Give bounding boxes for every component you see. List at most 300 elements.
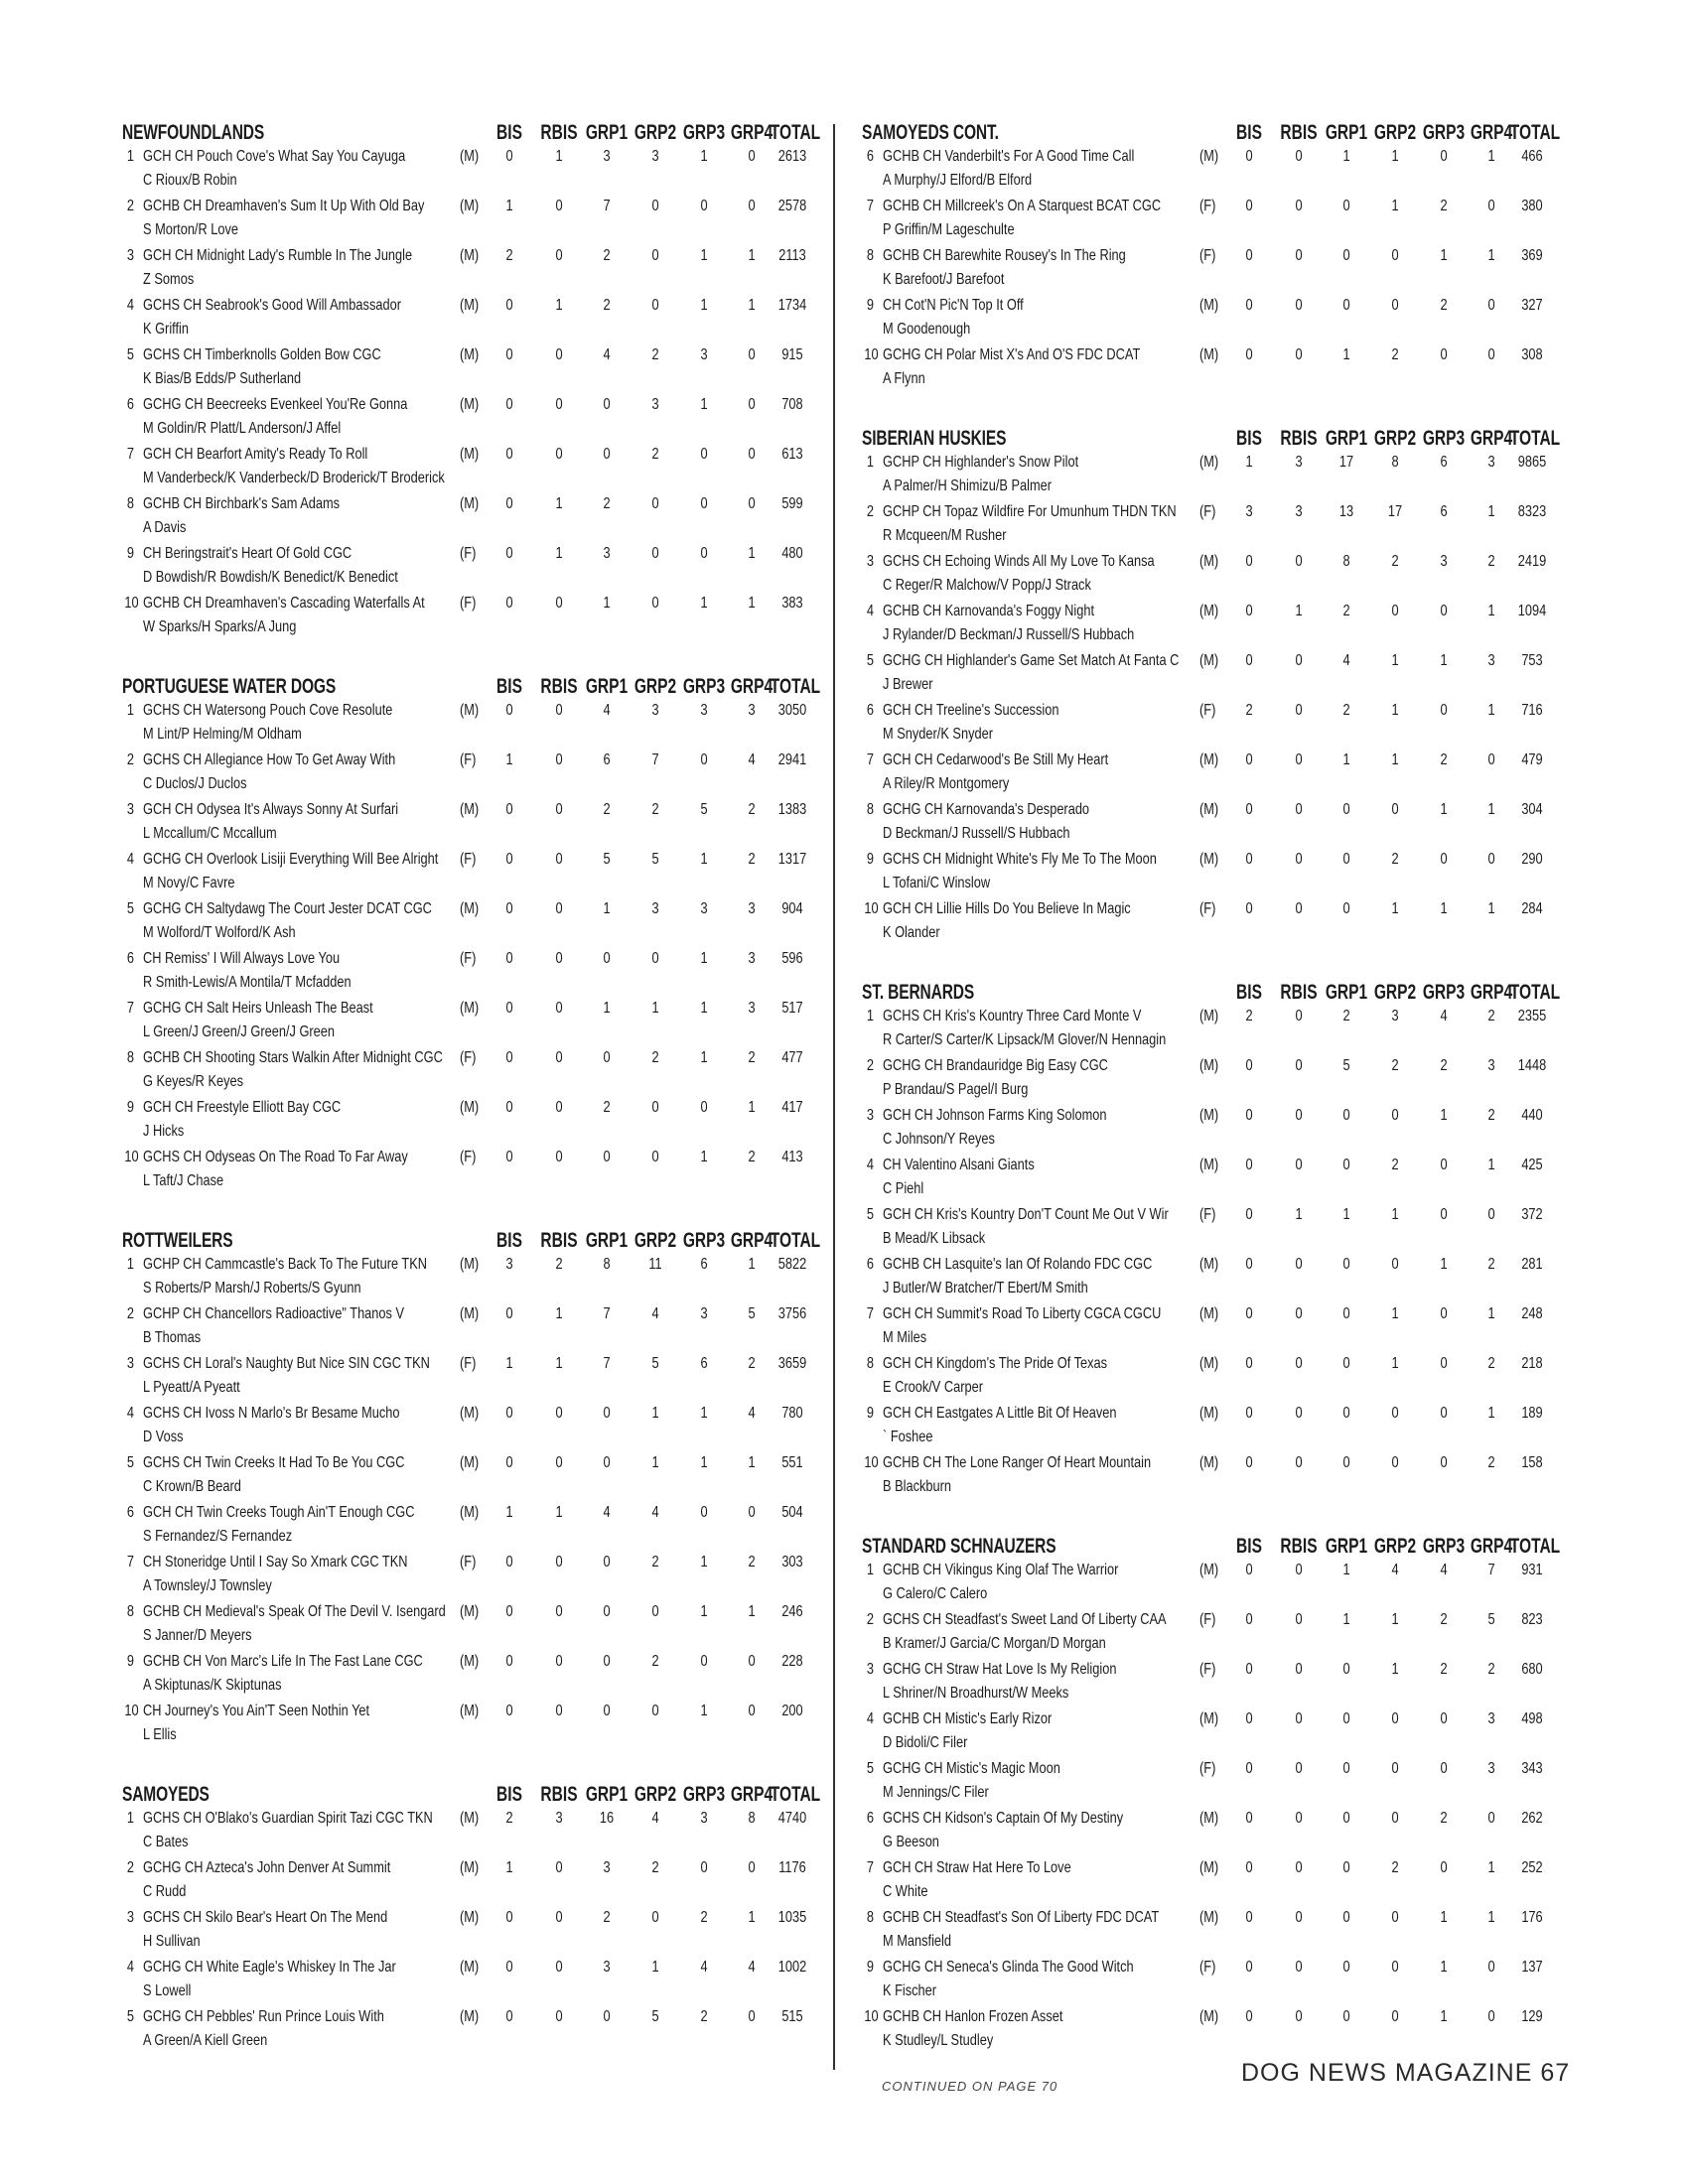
stat-grp3: 0 [1440, 603, 1448, 619]
stat-bis: 0 [505, 595, 513, 612]
owner-names: M Lint/P Helming/M Oldham [143, 726, 302, 743]
stat-grp2: 2 [651, 1653, 659, 1670]
stat-bis: 0 [1245, 801, 1253, 818]
stat-bis: 0 [505, 446, 513, 463]
dog-name: GCHG CH Salt Heirs Unleash The Beast [143, 1000, 373, 1017]
dog-name: GCHG CH Azteca's John Denver At Summit [143, 1859, 391, 1876]
column-header-grp1: GRP1 [1325, 981, 1368, 1004]
stat-grp3: 2 [1440, 1611, 1448, 1628]
stat-grp1: 0 [1342, 1909, 1350, 1926]
section-header [122, 1783, 821, 1809]
dog-sex: (M) [1199, 1810, 1219, 1827]
column-header-grp3: GRP3 [1422, 981, 1466, 1004]
dog-sex: (M) [460, 1653, 480, 1670]
stat-total: 248 [1521, 1305, 1543, 1322]
dog-name: GCHB CH Birchbark's Sam Adams [143, 495, 341, 512]
stat-grp4: 0 [748, 2008, 756, 2025]
stat-grp3: 1 [700, 595, 708, 612]
stat-grp3: 0 [1440, 1405, 1448, 1422]
dog-name: GCHG CH Brandauridge Big Easy CGC [883, 1057, 1108, 1074]
rank-number: 4 [126, 1959, 134, 1976]
stat-grp3: 0 [700, 446, 708, 463]
rank-number: 1 [126, 1256, 134, 1273]
column-header-rbis: RBIS [540, 121, 578, 144]
breed-section [862, 981, 1561, 1503]
ranking-entry [122, 1809, 817, 1858]
stat-grp3: 0 [1440, 702, 1448, 719]
ranking-entry [122, 1602, 817, 1652]
stat-grp4: 1 [1487, 503, 1495, 520]
ranking-entry [122, 1098, 817, 1148]
column-header-grp2: GRP2 [1373, 427, 1417, 450]
stat-grp4: 2 [1487, 1661, 1495, 1678]
stat-total: 2578 [777, 198, 807, 214]
stat-grp2: 1 [651, 1959, 659, 1976]
stat-grp4: 4 [748, 751, 756, 768]
dog-sex: (M) [460, 1305, 480, 1322]
stat-grp3: 1 [700, 851, 708, 868]
ranking-entry [862, 502, 1557, 552]
stat-rbis: 0 [555, 1049, 563, 1066]
dog-sex: (M) [1199, 603, 1219, 619]
stat-grp2: 2 [1391, 346, 1399, 363]
rank-number: 8 [126, 495, 134, 512]
owner-names: C Duclos/J Duclos [143, 775, 247, 792]
dog-name: GCHB CH Medieval's Speak Of The Devil V. Isengard [143, 1603, 446, 1620]
dog-name: GCH CH Eastgates A Little Bit Of Heaven [883, 1405, 1117, 1422]
stat-rbis: 0 [1295, 247, 1303, 264]
stat-grp4: 3 [748, 702, 756, 719]
dog-sex: (M) [1199, 1057, 1219, 1074]
stat-total: 477 [781, 1049, 803, 1066]
stat-grp4: 2 [1487, 1355, 1495, 1372]
ranking-entry [862, 800, 1557, 850]
stat-grp1: 0 [603, 1049, 611, 1066]
stat-rbis: 0 [1295, 148, 1303, 165]
ranking-entry [122, 1702, 817, 1751]
stat-rbis: 0 [1295, 900, 1303, 917]
stat-grp3: 0 [700, 495, 708, 512]
dog-name: GCHB CH Barewhite Rousey's In The Ring [883, 247, 1126, 264]
stat-grp2: 4 [651, 1810, 659, 1827]
ranking-entry [122, 1908, 817, 1958]
stat-bis: 1 [1245, 454, 1253, 471]
stat-rbis: 1 [555, 1504, 563, 1521]
stat-grp1: 3 [603, 1959, 611, 1976]
stat-grp1: 0 [603, 1653, 611, 1670]
ranking-entry [122, 1958, 817, 2007]
stat-grp2: 0 [651, 595, 659, 612]
owner-names: B Blackburn [883, 1478, 952, 1495]
stat-total: 823 [1521, 1611, 1543, 1628]
dog-name: GCHP CH Chancellors Radioactive" Thanos V [143, 1305, 405, 1322]
stat-grp1: 1 [603, 900, 611, 917]
stat-bis: 2 [1245, 1008, 1253, 1024]
stat-grp1: 4 [603, 346, 611, 363]
rank-number: 7 [126, 1554, 134, 1570]
owner-names: A Skiptunas/K Skiptunas [143, 1677, 282, 1694]
stat-grp3: 0 [1440, 346, 1448, 363]
dog-name: GCH CH Johnson Farms King Solomon [883, 1107, 1107, 1124]
owner-names: J Butler/W Bratcher/T Ebert/M Smith [883, 1280, 1088, 1297]
stat-bis: 1 [505, 1504, 513, 1521]
stat-bis: 0 [505, 1405, 513, 1422]
stat-bis: 0 [505, 1049, 513, 1066]
dog-sex: (F) [460, 1554, 477, 1570]
stat-total: 1035 [777, 1909, 807, 1926]
rank-number: 3 [126, 1909, 134, 1926]
column-header-total: TOTAL [1509, 981, 1561, 1004]
rank-number: 8 [866, 1909, 874, 1926]
stat-bis: 0 [1245, 198, 1253, 214]
stat-grp4: 2 [748, 1355, 756, 1372]
stat-rbis: 0 [1295, 553, 1303, 570]
stat-bis: 0 [505, 495, 513, 512]
rank-number: 10 [864, 346, 879, 363]
stat-grp3: 0 [700, 1099, 708, 1116]
stat-total: 2355 [1517, 1008, 1547, 1024]
stat-grp2: 2 [651, 801, 659, 818]
stat-bis: 0 [1245, 553, 1253, 570]
owner-names: A Riley/R Montgomery [883, 775, 1010, 792]
ranking-entry [122, 701, 817, 751]
owner-names: B Kramer/J Garcia/C Morgan/D Morgan [883, 1635, 1106, 1652]
stat-grp3: 0 [700, 545, 708, 562]
stat-bis: 0 [1245, 1107, 1253, 1124]
dog-sex: (F) [1199, 702, 1216, 719]
rank-number: 10 [864, 1454, 879, 1471]
owner-names: D Bowdish/R Bowdish/K Benedict/K Benedict [143, 569, 398, 586]
stat-grp1: 5 [603, 851, 611, 868]
dog-sex: (M) [460, 2008, 480, 2025]
rank-number: 10 [864, 2008, 879, 2025]
stat-grp3: 3 [700, 900, 708, 917]
stat-grp3: 3 [1440, 553, 1448, 570]
dog-name: GCH CH Kingdom's The Pride Of Texas [883, 1355, 1108, 1372]
stat-grp4: 3 [1487, 652, 1495, 669]
rank-number: 10 [864, 900, 879, 917]
stat-rbis: 1 [555, 1355, 563, 1372]
stat-bis: 0 [1245, 1810, 1253, 1827]
owner-names: C Reger/R Malchow/V Popp/J Strack [883, 577, 1091, 594]
ranking-entry [122, 594, 817, 643]
owner-names: D Beckman/J Russell/S Hubbach [883, 825, 1070, 842]
stat-grp4: 0 [1487, 851, 1495, 868]
ranking-entry [862, 1453, 1557, 1503]
stat-grp4: 1 [1487, 1909, 1495, 1926]
stat-rbis: 0 [1295, 1157, 1303, 1173]
dog-name: GCHP CH Topaz Wildfire For Umunhum THDN TKN [883, 503, 1177, 520]
stat-grp2: 0 [651, 545, 659, 562]
column-header-grp2: GRP2 [633, 675, 677, 698]
ranking-entry [122, 445, 817, 494]
rank-number: 7 [866, 751, 874, 768]
rank-number: 1 [866, 1008, 874, 1024]
stat-total: 708 [781, 396, 803, 413]
column-header-grp1: GRP1 [1325, 121, 1368, 144]
dog-sex: (F) [1199, 1206, 1216, 1223]
stat-grp1: 0 [1342, 1454, 1350, 1471]
stat-total: 1734 [777, 297, 807, 314]
stat-grp3: 2 [1440, 198, 1448, 214]
left-column [122, 121, 821, 2089]
dog-sex: (M) [460, 702, 480, 719]
owner-names: L Tofani/C Winslow [883, 875, 991, 891]
stat-total: 8323 [1517, 503, 1547, 520]
dog-sex: (M) [1199, 751, 1219, 768]
stat-rbis: 0 [1295, 1562, 1303, 1578]
stat-bis: 0 [1245, 1405, 1253, 1422]
dog-sex: (F) [1199, 503, 1216, 520]
stat-grp2: 0 [651, 1099, 659, 1116]
right-column [862, 121, 1561, 2094]
stat-grp4: 1 [1487, 1305, 1495, 1322]
stat-rbis: 1 [555, 297, 563, 314]
column-header-bis: BIS [496, 1229, 522, 1252]
rank-number: 4 [866, 1157, 874, 1173]
ranking-entry [862, 701, 1557, 751]
stat-total: 158 [1521, 1454, 1543, 1471]
stat-total: 904 [781, 900, 803, 917]
stat-grp2: 5 [651, 2008, 659, 2025]
stat-grp2: 1 [1391, 1305, 1399, 1322]
ranking-entry [122, 1652, 817, 1702]
dog-sex: (M) [1199, 1107, 1219, 1124]
dog-sex: (M) [460, 801, 480, 818]
stat-rbis: 3 [1295, 503, 1303, 520]
stat-grp1: 1 [1342, 148, 1350, 165]
stat-grp3: 0 [1440, 1454, 1448, 1471]
stat-bis: 0 [505, 702, 513, 719]
column-header-grp4: GRP4 [1470, 121, 1513, 144]
dog-sex: (M) [1199, 1859, 1219, 1876]
stat-bis: 0 [1245, 652, 1253, 669]
stat-grp3: 2 [1440, 1661, 1448, 1678]
stat-grp2: 2 [1391, 553, 1399, 570]
ranking-entry [862, 1255, 1557, 1304]
column-header-bis: BIS [496, 1783, 522, 1806]
stat-grp4: 2 [1487, 1256, 1495, 1273]
stat-grp1: 2 [603, 297, 611, 314]
ranking-entry [122, 2007, 817, 2057]
dog-sex: (F) [1199, 1661, 1216, 1678]
ranking-entry [862, 1908, 1557, 1958]
dog-name: GCHP CH Cammcastle's Back To The Future TKN [143, 1256, 428, 1273]
stat-grp1: 2 [603, 1099, 611, 1116]
ranking-entry [122, 147, 817, 197]
owner-names: A Murphy/J Elford/B Elford [883, 172, 1033, 189]
dog-name: GCH CH Lillie Hills Do You Believe In Magic [883, 900, 1131, 917]
stat-grp2: 3 [651, 396, 659, 413]
owner-names: H Sullivan [143, 1933, 201, 1950]
stat-total: 1176 [778, 1859, 806, 1876]
stat-grp4: 1 [748, 1454, 756, 1471]
owner-names: B Mead/K Libsack [883, 1230, 986, 1247]
stat-grp1: 1 [1342, 1562, 1350, 1578]
breed-title: ST. BERNARDS [862, 981, 975, 1004]
stat-grp2: 2 [651, 346, 659, 363]
breed-section [122, 1783, 821, 2057]
ranking-entry [862, 296, 1557, 345]
stat-bis: 0 [1245, 148, 1253, 165]
stat-grp3: 5 [700, 801, 708, 818]
dog-name: GCHB CH Mistic's Early Rizor [883, 1710, 1053, 1727]
owner-names: D Bidoli/C Filer [883, 1734, 968, 1751]
column-header-grp1: GRP1 [1325, 1535, 1368, 1558]
stat-grp4: 7 [1487, 1562, 1495, 1578]
stat-bis: 3 [1245, 503, 1253, 520]
rank-number: 6 [866, 148, 874, 165]
stat-grp2: 1 [1391, 1611, 1399, 1628]
stat-grp1: 1 [1342, 1206, 1350, 1223]
owner-names: S Morton/R Love [143, 221, 239, 238]
column-header-grp2: GRP2 [633, 1229, 677, 1252]
stat-grp3: 4 [1440, 1008, 1448, 1024]
rank-number: 6 [866, 1256, 874, 1273]
dog-sex: (F) [1199, 1959, 1216, 1976]
stat-total: 3659 [777, 1355, 807, 1372]
dog-name: GCHS CH Allegiance How To Get Away With [143, 751, 396, 768]
stat-rbis: 1 [555, 545, 563, 562]
stat-total: 9865 [1517, 454, 1547, 471]
rank-number: 4 [126, 297, 134, 314]
ranking-entry [862, 602, 1557, 651]
stat-grp3: 1 [1440, 1909, 1448, 1926]
stat-rbis: 0 [555, 1703, 563, 1719]
ranking-entry [862, 1205, 1557, 1255]
stat-total: 343 [1521, 1760, 1543, 1777]
stat-bis: 0 [505, 950, 513, 967]
dog-name: GCH CH Odysea It's Always Sonny At Surfari [143, 801, 399, 818]
stat-grp4: 1 [748, 1256, 756, 1273]
ranking-entry [862, 1709, 1557, 1759]
section-header [122, 121, 821, 147]
dog-name: GCHB CH Von Marc's Life In The Fast Lane CGC [143, 1653, 423, 1670]
stat-grp2: 3 [651, 148, 659, 165]
column-header-grp2: GRP2 [633, 121, 677, 144]
dog-sex: (M) [1199, 1305, 1219, 1322]
stat-grp4: 0 [1487, 1959, 1495, 1976]
stat-grp3: 4 [1440, 1562, 1448, 1578]
stat-rbis: 0 [1295, 1057, 1303, 1074]
stat-grp3: 0 [1440, 148, 1448, 165]
stat-grp1: 0 [1342, 198, 1350, 214]
rank-number: 2 [126, 751, 134, 768]
stat-grp1: 8 [603, 1256, 611, 1273]
dog-name: GCHG CH Beecreeks Evenkeel You'Re Gonna [143, 396, 408, 413]
ranking-entry [122, 1255, 817, 1304]
rank-number: 9 [126, 545, 134, 562]
stat-total: 246 [781, 1603, 803, 1620]
ranking-entry [122, 246, 817, 296]
dog-name: GCHB CH Steadfast's Son Of Liberty FDC DCAT [883, 1909, 1160, 1926]
dog-name: GCHS CH Steadfast's Sweet Land Of Liberty CAA [883, 1611, 1167, 1628]
stat-grp2: 11 [648, 1256, 662, 1273]
stat-rbis: 0 [555, 446, 563, 463]
dog-sex: (M) [460, 1504, 480, 1521]
stat-grp2: 5 [651, 851, 659, 868]
dog-name: GCHS CH Twin Creeks It Had To Be You CGC [143, 1454, 405, 1471]
stat-grp3: 1 [700, 148, 708, 165]
breed-title: ROTTWEILERS [122, 1229, 233, 1252]
stat-bis: 0 [505, 1554, 513, 1570]
section-header [862, 121, 1561, 147]
stat-bis: 0 [1245, 1355, 1253, 1372]
breed-section [122, 675, 821, 1197]
rank-number: 7 [866, 1859, 874, 1876]
stat-total: 189 [1521, 1405, 1543, 1422]
rank-number: 7 [866, 198, 874, 214]
column-header-grp3: GRP3 [1422, 121, 1466, 144]
stat-grp3: 1 [1440, 247, 1448, 264]
dog-name: CH Remiss' I Will Always Love You [143, 950, 341, 967]
column-header-grp2: GRP2 [1373, 121, 1417, 144]
stat-grp2: 0 [651, 247, 659, 264]
stat-grp2: 2 [1391, 1859, 1399, 1876]
stat-grp4: 1 [748, 247, 756, 264]
stat-total: 200 [781, 1703, 803, 1719]
stat-grp2: 1 [1391, 1661, 1399, 1678]
stat-total: 3756 [777, 1305, 807, 1322]
column-header-grp2: GRP2 [633, 1783, 677, 1806]
stat-grp4: 1 [1487, 148, 1495, 165]
stat-grp3: 1 [700, 1405, 708, 1422]
rank-number: 2 [866, 503, 874, 520]
stat-grp1: 0 [603, 1703, 611, 1719]
stat-total: 479 [1521, 751, 1543, 768]
owner-names: C Piehl [883, 1180, 924, 1197]
ranking-entry [862, 1156, 1557, 1205]
dog-name: GCHS CH Midnight White's Fly Me To The Moon [883, 851, 1157, 868]
stat-bis: 0 [505, 1099, 513, 1116]
stat-grp2: 0 [651, 1149, 659, 1165]
stat-rbis: 0 [1295, 1611, 1303, 1628]
owner-names: M Wolford/T Wolford/K Ash [143, 924, 296, 941]
stat-grp4: 1 [1487, 247, 1495, 264]
column-header-total: TOTAL [1509, 121, 1561, 144]
stat-rbis: 0 [555, 595, 563, 612]
stat-bis: 0 [1245, 346, 1253, 363]
stat-total: 1094 [1517, 603, 1547, 619]
stat-grp4: 0 [1487, 198, 1495, 214]
stat-total: 281 [1521, 1256, 1543, 1273]
stat-grp1: 0 [1342, 247, 1350, 264]
stat-bis: 0 [505, 2008, 513, 2025]
stat-bis: 1 [505, 1355, 513, 1372]
stat-bis: 0 [1245, 2008, 1253, 2025]
dog-name: CH Cot'N Pic'N Top It Off [883, 297, 1024, 314]
owner-names: K Olander [883, 924, 940, 941]
stat-grp2: 0 [651, 1909, 659, 1926]
dog-name: GCHS CH Seabrook's Good Will Ambassador [143, 297, 401, 314]
ranking-entry [122, 197, 817, 246]
breed-section [122, 121, 821, 643]
ranking-entry [862, 751, 1557, 800]
dog-sex: (M) [1199, 801, 1219, 818]
owner-names: M Novy/C Favre [143, 875, 235, 891]
dog-sex: (M) [460, 1256, 480, 1273]
owner-names: C Bates [143, 1834, 189, 1850]
stat-bis: 0 [1245, 1909, 1253, 1926]
owner-names: L Mccallum/C Mccallum [143, 825, 277, 842]
owner-names: M Miles [883, 1329, 927, 1346]
stat-grp3: 1 [1440, 1107, 1448, 1124]
stat-grp3: 0 [700, 1653, 708, 1670]
dog-name: GCH CH Straw Hat Here To Love [883, 1859, 1071, 1876]
stat-grp1: 2 [1342, 702, 1350, 719]
ranking-entry [862, 1660, 1557, 1709]
rank-number: 5 [866, 652, 874, 669]
